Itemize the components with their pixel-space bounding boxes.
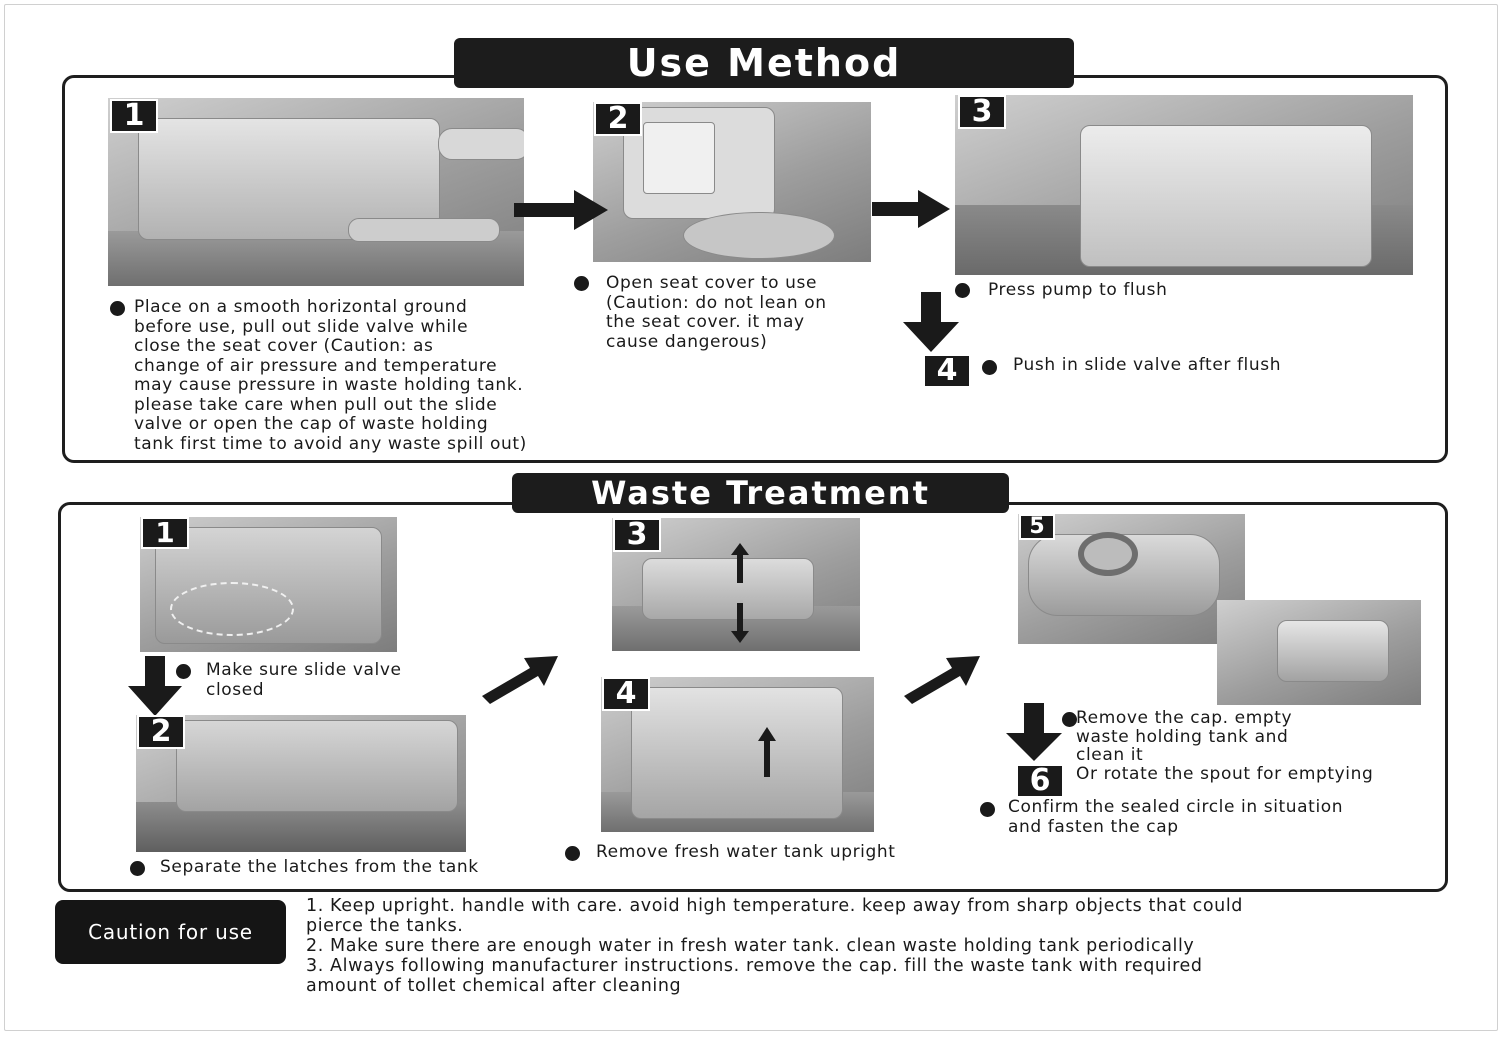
waste-step-5b-photo xyxy=(1217,600,1421,705)
arrow-right-icon xyxy=(514,190,610,230)
waste-step-1-number: 1 xyxy=(141,517,189,549)
use-step-3-photo xyxy=(955,95,1413,275)
waste-step-1-text: Make sure slide valve closed xyxy=(206,660,402,700)
use-step-1-number: 1 xyxy=(110,99,158,133)
use-step-2-number: 2 xyxy=(594,102,642,136)
use-step-3-number: 3 xyxy=(958,95,1006,129)
use-step-4-text: Push in slide valve after flush xyxy=(1013,355,1282,375)
caution-label: Caution for use xyxy=(55,900,286,964)
bullet-icon xyxy=(176,664,191,679)
bullet-icon xyxy=(110,301,125,316)
waste-step-4-number: 4 xyxy=(602,677,650,711)
arrow-down-icon xyxy=(128,656,182,716)
caution-rule: 2. Make sure there are enough water in fresh water tank. clean waste holding tank periodically xyxy=(306,936,1195,956)
waste-step-6-number: 6 xyxy=(1016,764,1064,798)
waste-step-5-text: Remove the cap. empty waste holding tank and clean it Or rotate the spout for emptying xyxy=(1076,708,1374,784)
waste-step-6-text: Confirm the sealed circle in situation and fasten the cap xyxy=(1008,797,1344,837)
arrow-down-icon xyxy=(1006,703,1062,761)
bullet-icon xyxy=(980,802,995,817)
use-step-3-text: Press pump to flush xyxy=(988,280,1168,300)
use-method-title: Use Method xyxy=(454,38,1074,88)
bullet-icon xyxy=(982,360,997,375)
bullet-icon xyxy=(1062,712,1077,727)
waste-treatment-title: Waste Treatment xyxy=(512,473,1009,513)
bullet-icon xyxy=(574,276,589,291)
waste-step-3-number: 3 xyxy=(613,518,661,552)
bullet-icon xyxy=(565,846,580,861)
arrow-down-icon xyxy=(903,292,959,352)
bullet-icon xyxy=(130,861,145,876)
caution-rule: 3. Always following manufacturer instructions. remove the cap. fill the waste tank with required amount of tollet chemical after cleaning xyxy=(306,956,1203,996)
waste-step-5-number: 5 xyxy=(1019,514,1055,540)
use-step-2-text: Open seat cover to use (Caution: do not lean on the seat cover. it may cause dangerous) xyxy=(606,273,827,352)
waste-step-2-photo xyxy=(136,715,466,852)
use-step-4-number: 4 xyxy=(923,354,971,388)
caution-rules xyxy=(306,896,1416,996)
bullet-icon xyxy=(955,283,970,298)
arrow-up-right-icon xyxy=(900,652,982,700)
arrow-right-icon xyxy=(872,190,952,228)
use-step-1-photo xyxy=(108,98,524,286)
arrow-up-right-icon xyxy=(478,652,560,700)
waste-step-2-text: Separate the latches from the tank xyxy=(160,857,479,877)
use-step-1-text: Place on a smooth horizontal ground before use, pull out slide valve while close the seat cover (Caution: as change of air pressure and temperature may cause pressure in waste holding tank. please take care when pull out the slide valve or open the cap of waste holding tank first time to avoid any waste spill out) xyxy=(134,297,527,454)
waste-step-4-text: Remove fresh water tank upright xyxy=(596,842,896,862)
waste-step-2-number: 2 xyxy=(137,715,185,749)
caution-rule: 1. Keep upright. handle with care. avoid high temperature. keep away from sharp objects that could pierce the tanks. xyxy=(306,896,1243,936)
